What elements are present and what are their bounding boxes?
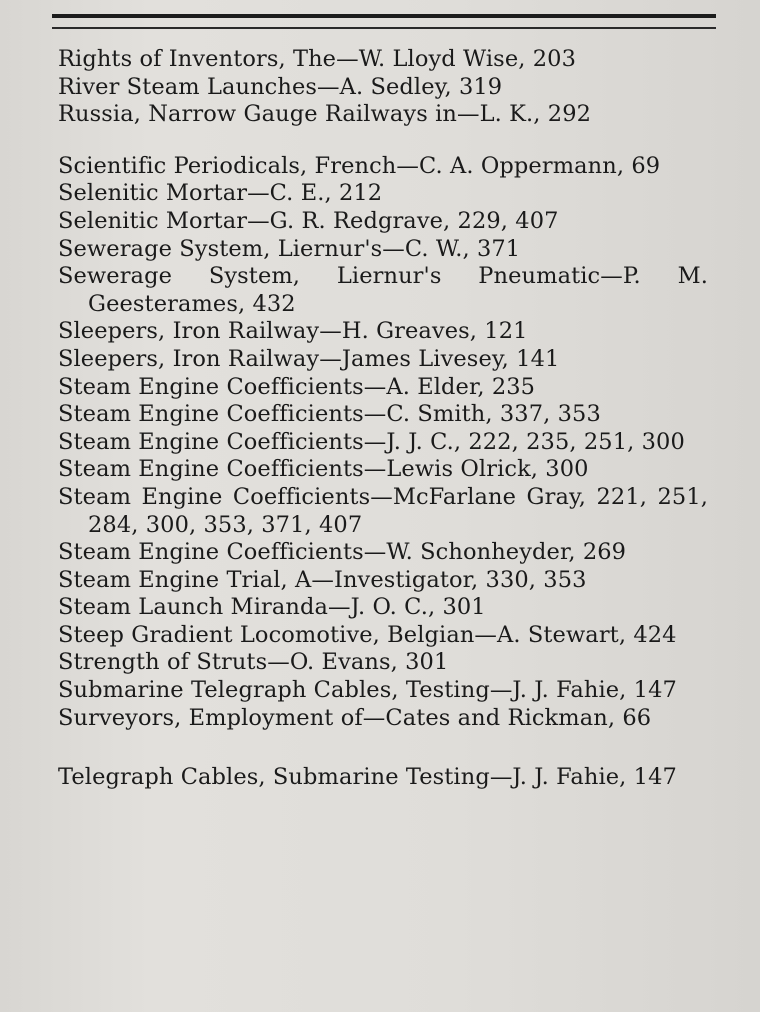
index-entry: Steep Gradient Locomotive, Belgian—A. Stewart, 424 — [58, 621, 677, 648]
index-list — [58, 46, 708, 792]
index-entry: Steam Engine Coefficients—Lewis Olrick, 300 — [58, 456, 589, 483]
index-entry: Steam Launch Miranda—J. O. C., 301 — [58, 594, 486, 621]
index-entry: Steam Engine Coefficients—McFarlane Gray, 221, 251, 284, 300, 353, 371, 407 — [58, 483, 708, 538]
index-entry: Steam Engine Coefficients—J. J. C., 222, 235, 251, 300 — [58, 428, 685, 455]
index-entry: Rights of Inventors, The—W. Lloyd Wise, 203 — [58, 46, 576, 72]
index-entry: Strength of Struts—O. Evans, 301 — [58, 649, 449, 676]
index-entry: Sleepers, Iron Railway—James Livesey, 141 — [58, 345, 560, 372]
index-entry: Steam Engine Coefficients—C. Smith, 337, 353 — [58, 401, 601, 428]
index-entry: Steam Engine Trial, A—Investigator, 330, 353 — [58, 566, 587, 593]
header-rule-thin — [52, 27, 716, 29]
index-entry: Surveyors, Employment of—Cates and Rickman, 66 — [58, 704, 652, 731]
index-entry: Selenitic Mortar—G. R. Redgrave, 229, 407 — [58, 207, 559, 234]
index-entry: Telegraph Cables, Submarine Testing—J. J. Fahie, 147 — [58, 764, 677, 791]
index-entry: Sleepers, Iron Railway—H. Greaves, 121 — [58, 318, 528, 345]
index-entry: Steam Engine Coefficients—A. Elder, 235 — [58, 373, 536, 400]
section-gap — [58, 732, 708, 764]
index-entry: Scientific Periodicals, French—C. A. Oppermann, 69 — [58, 152, 661, 179]
index-entry: Steam Engine Coefficients—W. Schonheyder, 269 — [58, 539, 627, 566]
index-entry: Sewerage System, Liernur's—C. W., 371 — [58, 235, 521, 262]
index-entry: River Steam Launches—A. Sedley, 319 — [58, 73, 503, 100]
index-entry: Selenitic Mortar—C. E., 212 — [58, 180, 383, 207]
section-gap — [58, 129, 708, 153]
index-entry: Submarine Telegraph Cables, Testing—J. J. Fahie, 147 — [58, 677, 677, 704]
header-rule-thick — [52, 14, 716, 18]
index-entry: Sewerage System, Liernur's Pneumatic—P. M. Geesterames, 432 — [58, 263, 708, 317]
index-entry: Russia, Narrow Gauge Railways in—L. K., 292 — [58, 101, 592, 128]
